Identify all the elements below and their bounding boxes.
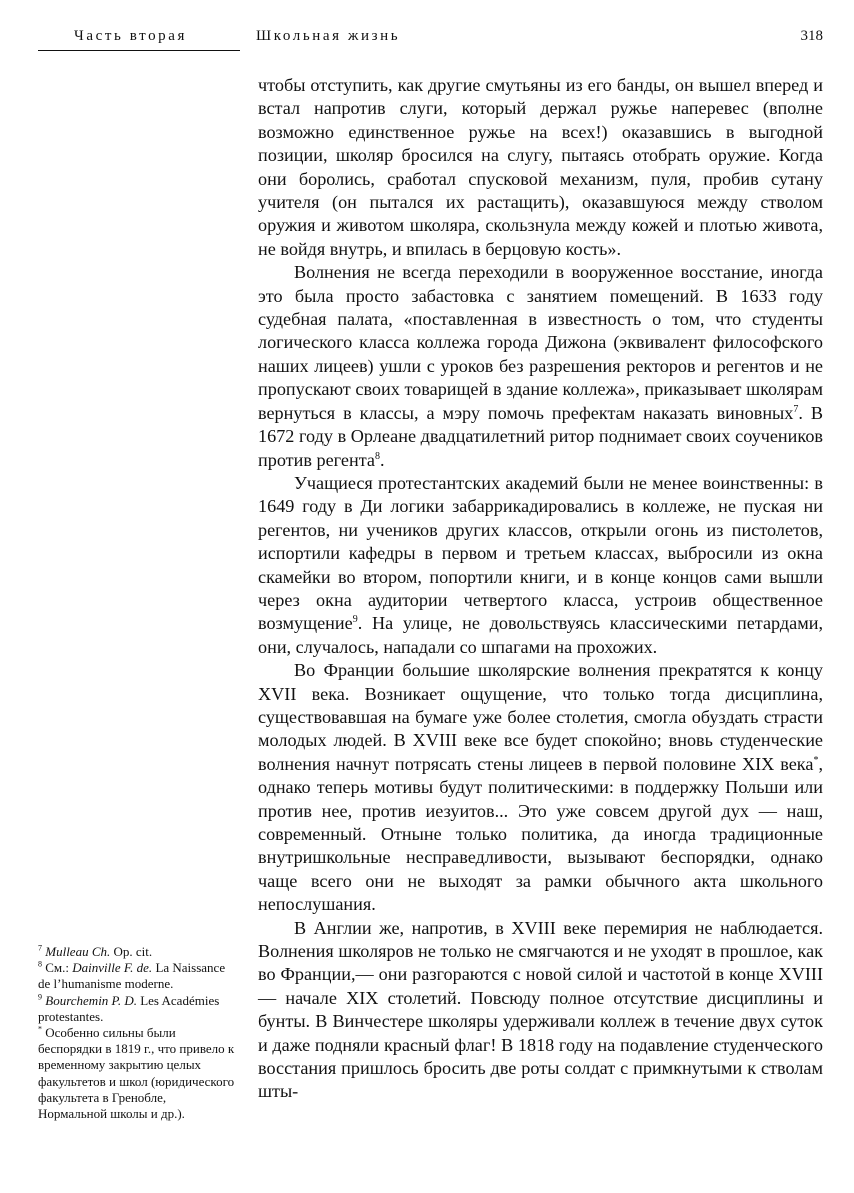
text-run: Во Франции большие школярские волнения прекратятся к концу XVII века. Возникает ощущение, что только тогда дисциплина, существовавшая на бумаге уже более столетия, смогла обуздать страсти молодых людей. В XVIII веке все будет спокойно; вновь студенческие волнения начнут потрясать стены лицеев в первой половине XIX века <box>258 660 823 774</box>
footnote-ref: 9 <box>38 992 42 1002</box>
footnote <box>38 960 238 992</box>
page-number: 318 <box>800 28 823 44</box>
section-label: Часть вторая <box>74 28 188 44</box>
header-rule <box>38 50 240 51</box>
text-run: La Naissance de l’humanisme moderne. <box>38 960 226 992</box>
citation-author: Bourchemin P. D. <box>45 992 137 1008</box>
footnote-ref: 7 <box>793 403 799 415</box>
footnote-ref: 8 <box>38 959 42 969</box>
text-run: Op. cit. <box>110 944 153 959</box>
footnote <box>38 1025 238 1122</box>
text-run: Особенно сильны были беспорядки в 1819 г., что привело к временному закрытию целых факультетов и школ (юридического факультета в Гренобле, Нормальной школы и др.). <box>38 1025 235 1122</box>
footnote <box>38 993 238 1025</box>
footnotes <box>38 944 238 1122</box>
text-run: Les Académies protestantes. <box>38 992 220 1024</box>
footnote-ref: 9 <box>352 614 358 626</box>
paragraph <box>258 659 823 916</box>
footnote-ref: * <box>38 1024 42 1034</box>
text-run: Учащиеся протестантских академий были не менее воинственны: в 1649 году в Ди логики забаррикадировались в коллеже, не пуская ни регентов, ни учеников других классов, открыли огонь из пистолетов, испортили кафедры в первом и третьем классах, выбросили из окна скамейки во втором, попортили книги, и в конце концов сами вышли через окна аудитории четвертого класса, устроив общественное возмущение <box>258 472 823 634</box>
text-run: . <box>379 449 385 470</box>
text-run: . В 1672 году в Орлеане двадцатилетний ритор поднимает своих соучеников против регента <box>258 402 823 470</box>
paragraph <box>258 74 823 261</box>
text-run: Волнения не всегда переходили в вооруженное восстание, иногда это была просто забастовка с занятием помещений. В 1633 году судебная палата, «поставленная в известность о том, что студенты логического класса коллежа города Дижона (эквивалент философского наших лицеев) ушли с уроков без разрешения ректоров и регентов и не пропускают своих товарищей в здание коллежа», приказывает школярам вернуться в классы, а мэру помочь префектам наказать виновных <box>258 262 823 423</box>
paragraph <box>258 472 823 659</box>
footnote-ref: * <box>813 754 819 766</box>
text-run: , однако теперь мотивы будут политическими: в поддержку Польши или против нее, против иезуитов... Это уже совсем другой дух — наш, современный. Отныне только политика, да иногда традиционные внутришкольные несправедливости, вызывают беспорядки, однако чаще всего они не выходят за рамки обычного акта школьного непослушания. <box>258 753 823 915</box>
main-text <box>258 74 823 1104</box>
text-run: См.: <box>42 960 73 976</box>
text-run: В Англии же, напротив, в XVIII веке перемирия не наблюдается. Волнения школяров не только не смягчаются и не уходят в прошлое, как во Франции,— они разгораются с новой силой и частотой в конце XVIII — начале XIX столетий. Повсюду полное отсутствие дисциплины и бунты. В Винчестере школяры удерживали коллеж в течение двух суток и даже подняли красный флаг! В 1818 году на подавление студенческого восстания пришлось бросить две роты солдат с примкнутыми к стволам шты- <box>258 917 823 1102</box>
text-run: . На улице, не довольствуясь классическими петардами, они, случалось, нападали со шпагами на прохожих. <box>258 613 823 657</box>
footnote <box>38 944 238 960</box>
citation-author: Dainville F. de. <box>72 960 153 976</box>
citation-author: Mulleau Ch. <box>45 944 111 959</box>
footnote-ref: 7 <box>38 943 42 953</box>
paragraph <box>258 261 823 472</box>
text-run: чтобы отступить, как другие смутьяны из его банды, он вышел вперед и встал напротив слуги, который держал ружье наперевес (вполне возможно единственное ружье на всех!) оказавшись в выгодной позиции, школяр бросился на слугу, пытаясь отобрать оружие. Когда они боролись, сработал спусковой механизм, пуля, пробив сутану учителя (он пытался их растащить), оказавшуюся между стволом оружия и животом школяра, скользнула между кожей и плотью живота, не войдя внутрь, и впилась в берцовую кость». <box>258 75 823 259</box>
running-header <box>38 28 823 44</box>
footnote-ref: 8 <box>374 450 380 462</box>
paragraph <box>258 917 823 1104</box>
chapter-title: Школьная жизнь <box>256 28 401 44</box>
